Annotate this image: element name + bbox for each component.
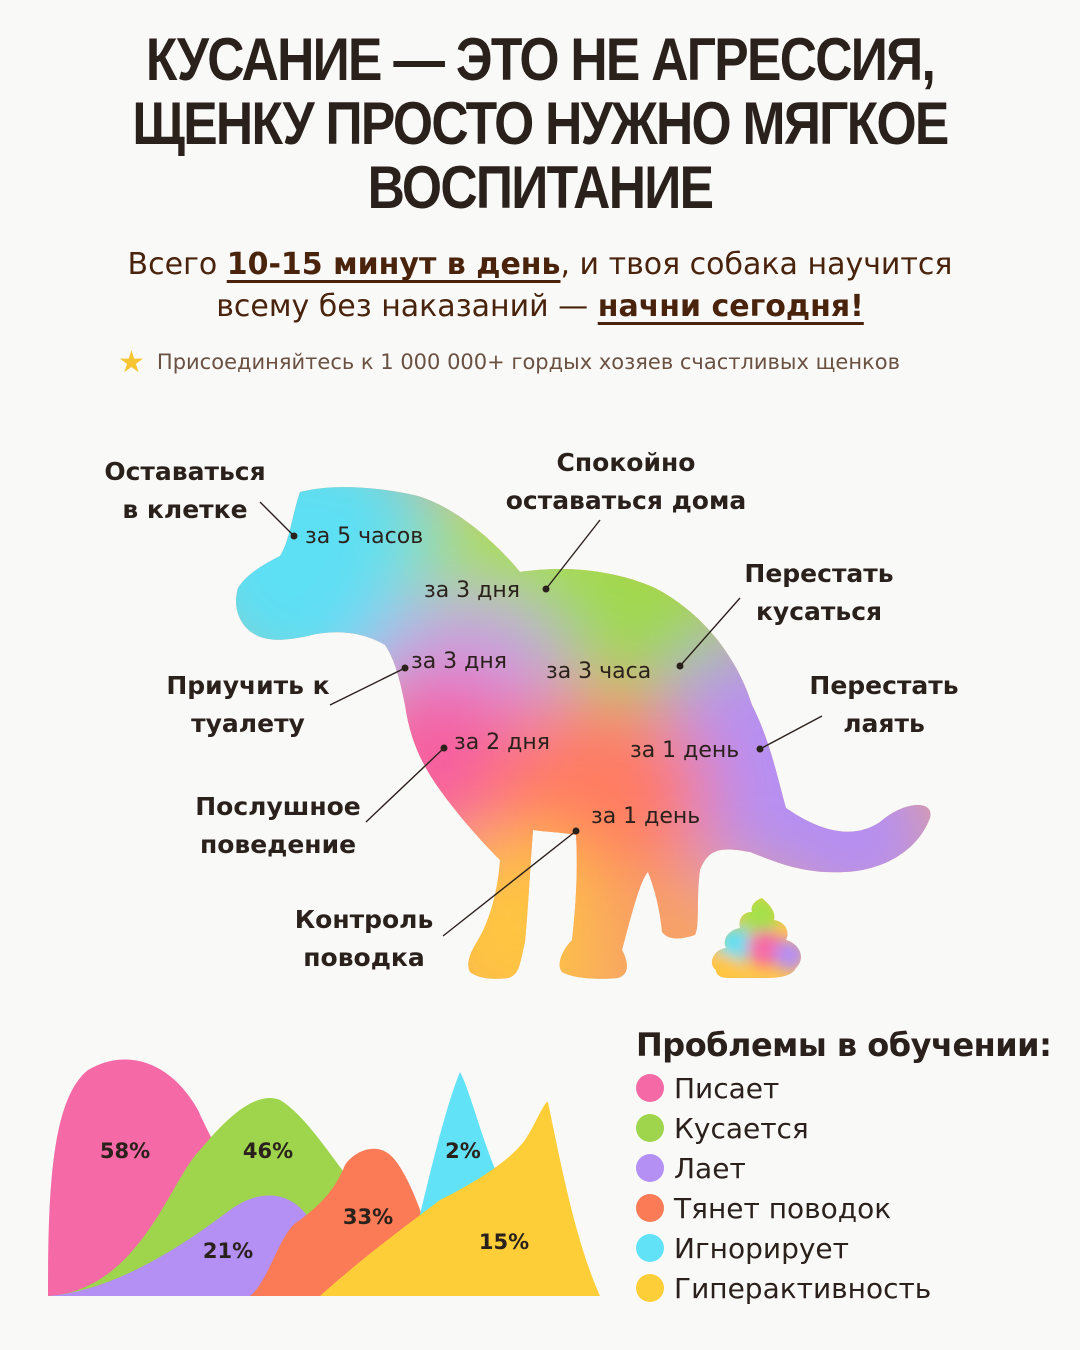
- skill-duration-home-alone: за 3 дня: [424, 578, 520, 603]
- legend-item: [636, 1228, 931, 1268]
- skill-duration-leash: за 1 день: [591, 804, 701, 829]
- legend-label: Писает: [674, 1071, 780, 1105]
- skill-label-line: лаять: [843, 709, 925, 738]
- star-icon: ★: [118, 345, 145, 380]
- headline-line-1: КУСАНИЕ — ЭТО НЕ АГРЕССИЯ,: [145, 26, 935, 93]
- area-data-label: 58%: [99, 1139, 151, 1163]
- skill-label-line: оставаться дома: [505, 486, 747, 515]
- skill-label-line: туалету: [191, 709, 305, 738]
- subheadline-text: , и твоя собака научится: [560, 247, 953, 282]
- skill-label-line: Перестать: [744, 559, 894, 588]
- legend-item: [636, 1268, 931, 1308]
- legend-item: [636, 1108, 931, 1148]
- legend-color-dot: [636, 1114, 664, 1142]
- subheadline-highlight-cta: начни сегодня!: [597, 289, 864, 324]
- legend-color-dot: [636, 1194, 664, 1222]
- skill-label-line: Оставаться: [104, 457, 266, 486]
- area-data-label: 33%: [342, 1205, 394, 1229]
- legend-label: Гиперактивность: [674, 1271, 932, 1305]
- social-proof-text: Присоединяйтесь к 1 000 000+ гордых хозяев счастливых щенков: [156, 350, 900, 374]
- legend-label: Тянет поводок: [674, 1191, 892, 1225]
- area-data-label: 46%: [242, 1139, 294, 1163]
- legend-label: Кусается: [674, 1111, 809, 1145]
- legend-label: Игнорирует: [674, 1231, 849, 1265]
- subheadline-text: всему без наказаний —: [216, 289, 598, 324]
- skill-label-line: Контроль: [294, 905, 434, 934]
- skill-duration-obedience: за 2 дня: [454, 730, 550, 755]
- area-data-label: 15%: [478, 1230, 530, 1254]
- skill-label-line: поведение: [199, 830, 357, 859]
- skill-duration-biting: за 3 часа: [546, 659, 652, 684]
- subheadline-text: Всего: [127, 247, 227, 282]
- area-data-label: 2%: [445, 1139, 481, 1163]
- legend-item: [636, 1068, 931, 1108]
- legend-title: Проблемы в обучении:: [636, 1026, 1052, 1064]
- skill-label-line: Приучить к: [166, 671, 330, 700]
- legend-color-dot: [636, 1274, 664, 1302]
- skill-label-line: Послушное: [195, 792, 361, 821]
- legend-item: [636, 1148, 931, 1188]
- legend-color-dot: [636, 1154, 664, 1182]
- legend-item: [636, 1188, 931, 1228]
- headline-line-3: ВОСПИТАНИЕ: [367, 154, 713, 221]
- chart-legend: [636, 1068, 931, 1308]
- legend-color-dot: [636, 1074, 664, 1102]
- skill-label-line: Перестать: [809, 671, 959, 700]
- skill-label-line: кусаться: [755, 597, 883, 626]
- skill-duration-barking: за 1 день: [630, 738, 740, 763]
- headline-line-2: ЩЕНКУ ПРОСТО НУЖНО МЯГКОЕ: [132, 90, 948, 157]
- skill-label-line: в клетке: [122, 495, 248, 524]
- skill-duration-potty: за 3 дня: [411, 649, 507, 674]
- legend-color-dot: [636, 1234, 664, 1262]
- skill-duration-crate: за 5 часов: [305, 524, 424, 549]
- subheadline-highlight-time: 10-15 минут в день: [226, 247, 561, 282]
- skill-label-line: поводка: [303, 943, 425, 972]
- skill-label-line: Спокойно: [556, 448, 696, 477]
- area-data-label: 21%: [202, 1239, 254, 1263]
- legend-label: Лает: [674, 1151, 746, 1185]
